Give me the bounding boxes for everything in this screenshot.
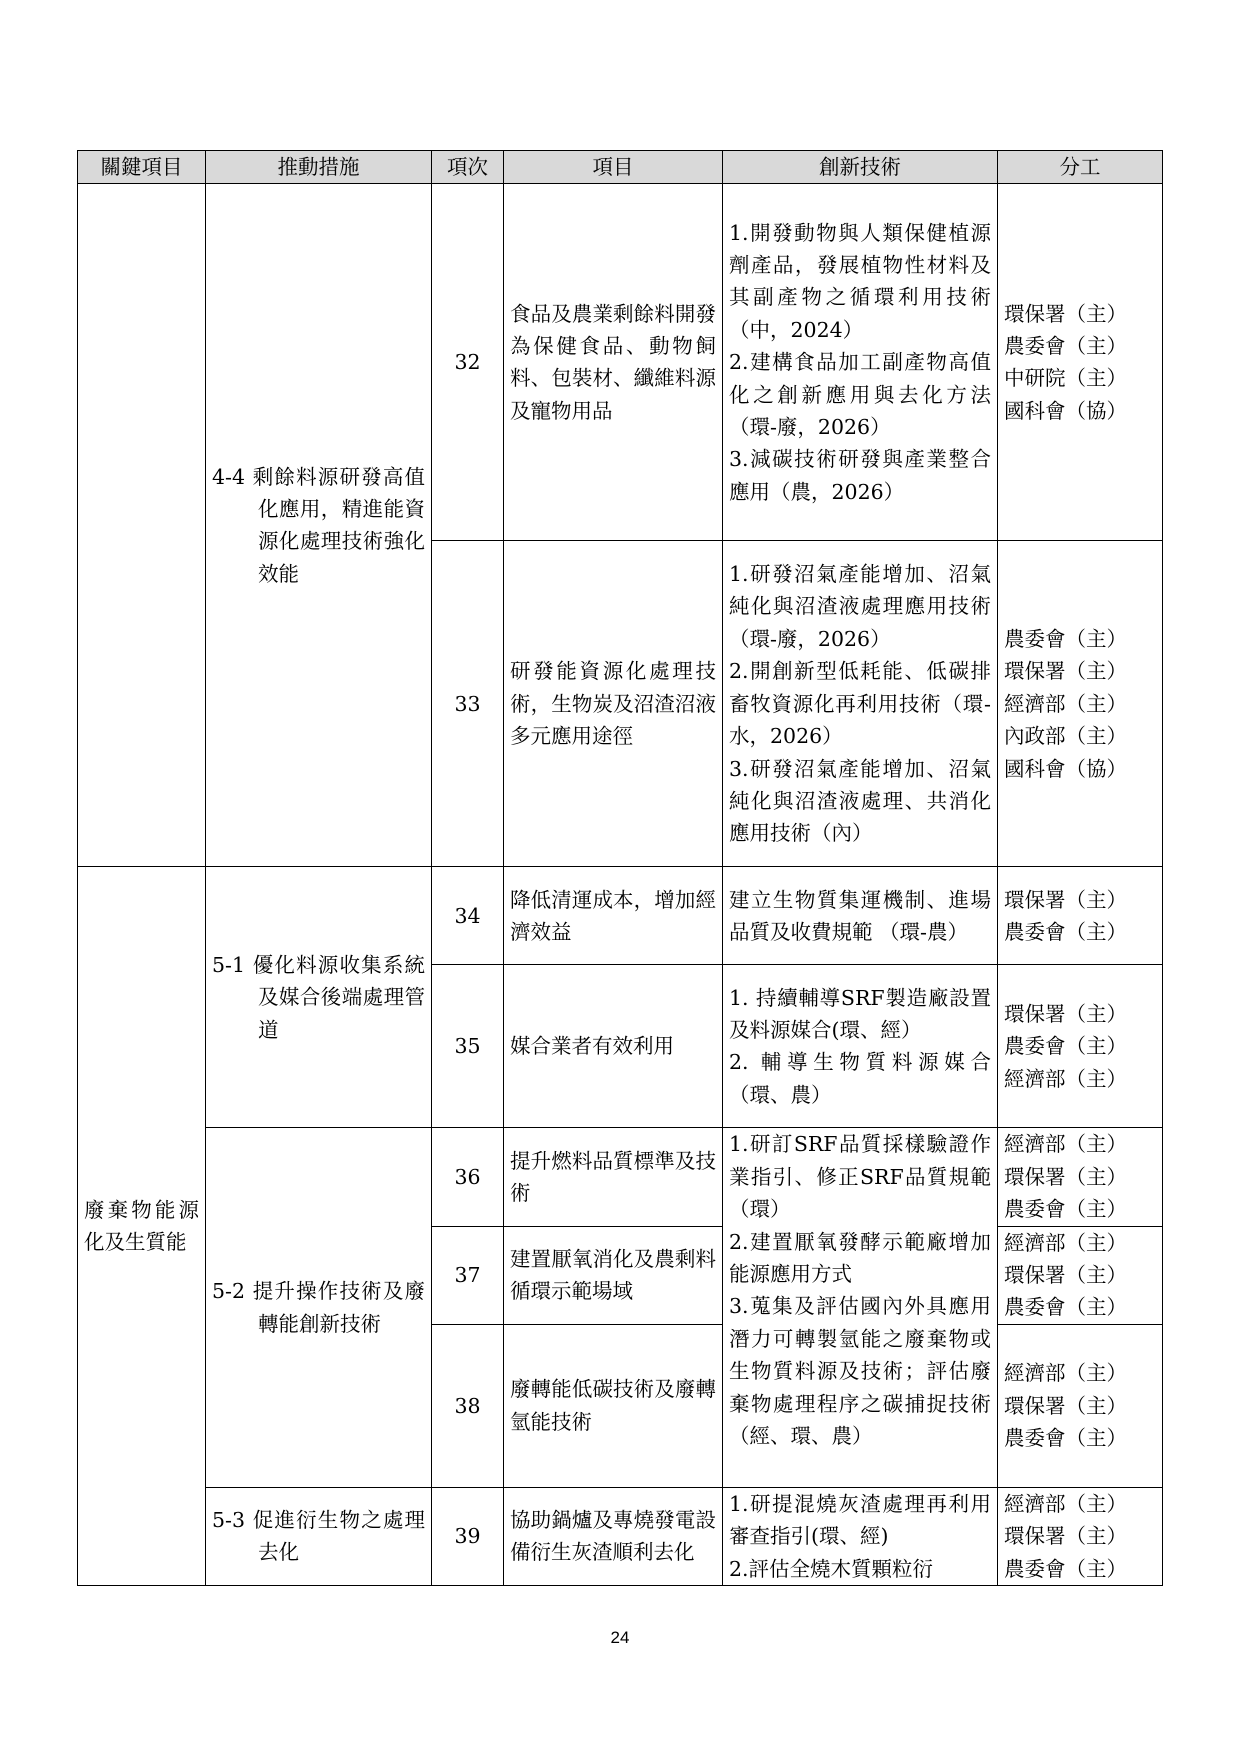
tech-item: 2. 輔導生物質料源媒合（環、農）: [729, 1050, 991, 1107]
header-key-item: 關鍵項目: [78, 151, 206, 184]
tech-cell: [723, 1487, 998, 1585]
agency: 環保署（主）: [1004, 659, 1127, 684]
row-number: 37: [432, 1226, 504, 1324]
agency: 環保署（主）: [1004, 1001, 1127, 1026]
agency: 經濟部（主）: [1004, 1132, 1127, 1157]
key-item-cell-empty: [78, 184, 206, 867]
measure-cell: [206, 867, 432, 1128]
agency: 經濟部（主）: [1004, 1066, 1127, 1091]
row-number: 39: [432, 1487, 504, 1585]
agency: 農委會（主）: [1004, 919, 1127, 944]
item-cell: 協助鍋爐及專燒發電設備衍生灰渣順利去化: [504, 1487, 723, 1585]
row-number: 32: [432, 184, 504, 541]
table-header-row: [78, 151, 1163, 184]
item-cell: 媒合業者有效利用: [504, 965, 723, 1128]
table-row: [78, 184, 1163, 541]
tech-item: 建立生物質集運機制、進場品質及收費規範 （環-農）: [729, 887, 991, 944]
agency: 環保署（主）: [1004, 1263, 1127, 1288]
tech-item: 2.評估全燒木質顆粒衍: [729, 1556, 934, 1581]
agency-cell: [998, 1226, 1163, 1324]
header-division: 分工: [998, 151, 1163, 184]
key-item-cell: 廢棄物能源化及生質能: [78, 867, 206, 1586]
agency-cell: [998, 541, 1163, 867]
tech-cell: [723, 965, 998, 1128]
item-cell: 研發能資源化處理技術，生物炭及沼渣沼液多元應用途徑: [504, 541, 723, 867]
agency-cell: [998, 1324, 1163, 1487]
agency: 環保署（主）: [1004, 1164, 1127, 1189]
tech-cell-merged: [723, 1128, 998, 1487]
tech-cell: [723, 184, 998, 541]
row-number: 33: [432, 541, 504, 867]
tech-item: 3.減碳技術研發與產業整合應用（農，2026）: [729, 447, 991, 504]
row-number: 38: [432, 1324, 504, 1487]
item-cell: 提升燃料品質標準及技術: [504, 1128, 723, 1226]
agency-cell: [998, 867, 1163, 965]
item-cell: 降低清運成本，增加經濟效益: [504, 867, 723, 965]
table-row: [78, 1487, 1163, 1585]
measure-label: 5-2 提升操作技術及廢轉能創新技術: [212, 1279, 425, 1336]
agency: 農委會（主）: [1004, 1426, 1127, 1451]
measure-cell: [206, 184, 432, 867]
header-measure: 推動措施: [206, 151, 432, 184]
agency: 經濟部（主）: [1004, 1230, 1127, 1255]
measure-cell: [206, 1128, 432, 1487]
measure-label: 5-1 優化料源收集系統及媒合後端處理管道: [212, 952, 425, 1042]
tech-item: 1.研訂SRF品質採樣驗證作業指引、修正SRF品質規範（環）: [729, 1132, 991, 1222]
agency: 農委會（主）: [1004, 1295, 1127, 1320]
agency: 環保署（主）: [1004, 887, 1127, 912]
agency: 經濟部（主）: [1004, 1361, 1127, 1386]
tech-item: 1.研發沼氣產能增加、沼氣純化與沼渣液處理應用技術（環-廢，2026）: [729, 562, 991, 651]
tech-item: 3.研發沼氣產能增加、沼氣純化與沼渣液處理、共消化應用技術（內）: [729, 756, 991, 846]
page-number: 24: [610, 1628, 630, 1647]
header-item: 項目: [504, 151, 723, 184]
tech-item: 2.建構食品加工副產物高值化之創新應用與去化方法（環-廢，2026）: [729, 350, 991, 440]
agency-cell: [998, 184, 1163, 541]
agency: 經濟部（主）: [1004, 1491, 1127, 1516]
tech-item: 2.開創新型低耗能、低碳排畜牧資源化再利用技術（環-水，2026）: [729, 659, 991, 749]
item-cell: 建置厭氧消化及農剩料循環示範場域: [504, 1226, 723, 1324]
measure-label: 5-3 促進衍生物之處理去化: [212, 1508, 425, 1565]
agency: 農委會（主）: [1004, 1556, 1127, 1581]
agency: 中研院（主）: [1004, 366, 1127, 391]
tech-item: 2.建置厭氧發酵示範廠增加能源應用方式: [729, 1229, 991, 1287]
measure-cell: [206, 1487, 432, 1585]
row-number: 36: [432, 1128, 504, 1226]
tech-cell: [723, 867, 998, 965]
tech-item: 1.開發動物與人類保健植源劑產品，發展植物性材料及其副產物之循環利用技術（中，2024）: [729, 220, 991, 342]
agency: 國科會（協）: [1004, 398, 1127, 423]
agency: 農委會（主）: [1004, 626, 1127, 651]
agency: 環保署（主）: [1004, 301, 1127, 326]
agency: 農委會（主）: [1004, 334, 1127, 358]
agency: 環保署（主）: [1004, 1524, 1127, 1549]
tech-item: 3.蒐集及評估國內外具應用潛力可轉製氫能之廢棄物或生物質料源及技術；評估廢棄物處理程序之碳捕捉技術（經、環、農）: [729, 1294, 991, 1449]
table-row: [78, 867, 1163, 965]
measures-table: [77, 150, 1163, 1586]
agency: 內政部（主）: [1004, 724, 1127, 749]
row-number: 35: [432, 965, 504, 1128]
tech-cell: [723, 541, 998, 867]
table-row: [78, 1128, 1163, 1226]
document-table-wrapper: [77, 150, 1163, 1586]
agency-cell: [998, 1128, 1163, 1226]
agency: 國科會（協）: [1004, 756, 1127, 781]
agency: 農委會（主）: [1004, 1034, 1127, 1059]
agency-cell: [998, 1487, 1163, 1585]
header-innovation: 創新技術: [723, 151, 998, 184]
row-number: 34: [432, 867, 504, 965]
agency-cell: [998, 965, 1163, 1128]
header-no: 項次: [432, 151, 504, 184]
item-cell: 食品及農業剩餘料開發為保健食品、動物飼料、包裝材、纖維料源及寵物用品: [504, 184, 723, 541]
agency: 環保署（主）: [1004, 1393, 1127, 1418]
agency: 農委會（主）: [1004, 1197, 1127, 1222]
item-cell: 廢轉能低碳技術及廢轉氫能技術: [504, 1324, 723, 1487]
measure-label: 4-4 剩餘料源研發高值化應用，精進能資源化處理技術強化效能: [212, 464, 425, 586]
agency: 經濟部（主）: [1004, 691, 1127, 716]
tech-item: 1. 持續輔導SRF製造廠設置及料源媒合(環、經）: [729, 985, 991, 1042]
tech-item: 1.研提混燒灰渣處理再利用審查指引(環、經): [729, 1491, 991, 1549]
